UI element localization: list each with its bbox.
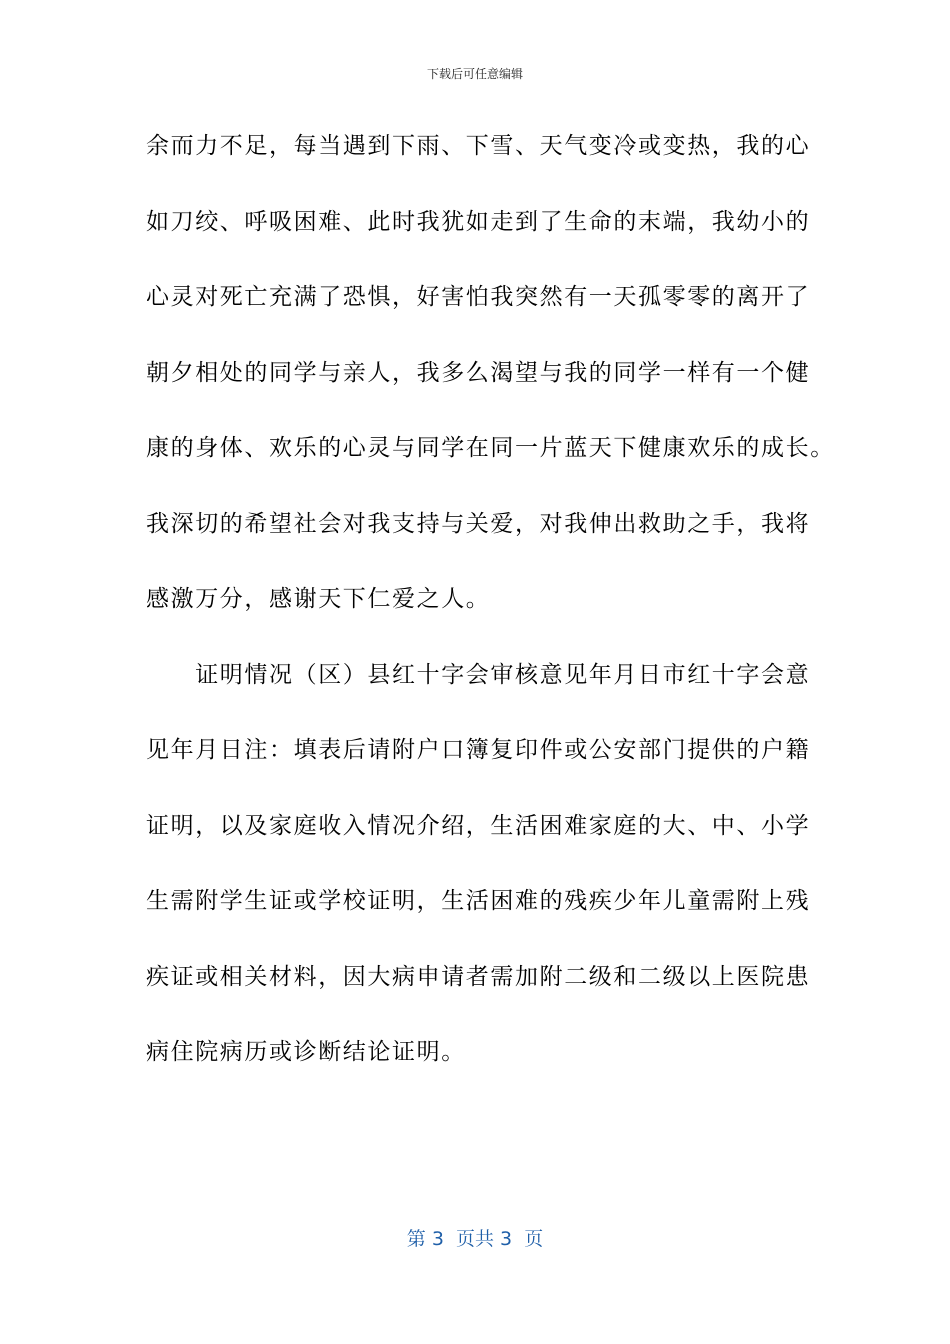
text-line-7: 感激万分，感谢天下仁爱之人。: [146, 586, 491, 612]
text-line-8: 证明情况（区）县红十字会审核意见年月日市红十字会意: [146, 661, 811, 688]
text-line-6: 我深切的希望社会对我支持与关爱，对我伸出救助之手，我将: [146, 510, 811, 537]
document-body: [146, 126, 835, 1108]
text-line-3: 心灵对死亡充满了恐惧，好害怕我突然有一天孤零零的离开了: [146, 284, 811, 310]
text-line-4: 朝夕相处的同学与亲人，我多么渴望与我的同学一样有一个健: [146, 359, 811, 386]
text-line-12: 疾证或相关材料，因大病申请者需加附二级和二级以上医院患: [146, 963, 811, 990]
page-header: 下载后可任意编辑: [426, 67, 523, 81]
text-line-11: 生需附学生证或学校证明，生活困难的残疾少年儿童需附上残: [146, 888, 811, 914]
text-line-5: 康的身体、欢乐的心灵与同学在同一片蓝天下健康欢乐的成长。: [146, 435, 835, 461]
text-line-9: 见年月日注：填表后请附户口簿复印件或公安部门提供的户籍: [146, 737, 811, 763]
text-line-1: 余而力不足，每当遇到下雨、下雪、天气变冷或变热，我的心: [146, 133, 811, 159]
text-line-2: 如刀绞、呼吸困难、此时我犹如走到了生命的末端，我幼小的: [146, 208, 811, 235]
page-number-footer: 第 3 页共 3 页: [406, 1228, 544, 1250]
text-line-10: 证明，以及家庭收入情况介绍，生活困难家庭的大、中、小学: [146, 812, 811, 839]
text-line-13: 病住院病历或诊断结论证明。: [146, 1039, 466, 1065]
